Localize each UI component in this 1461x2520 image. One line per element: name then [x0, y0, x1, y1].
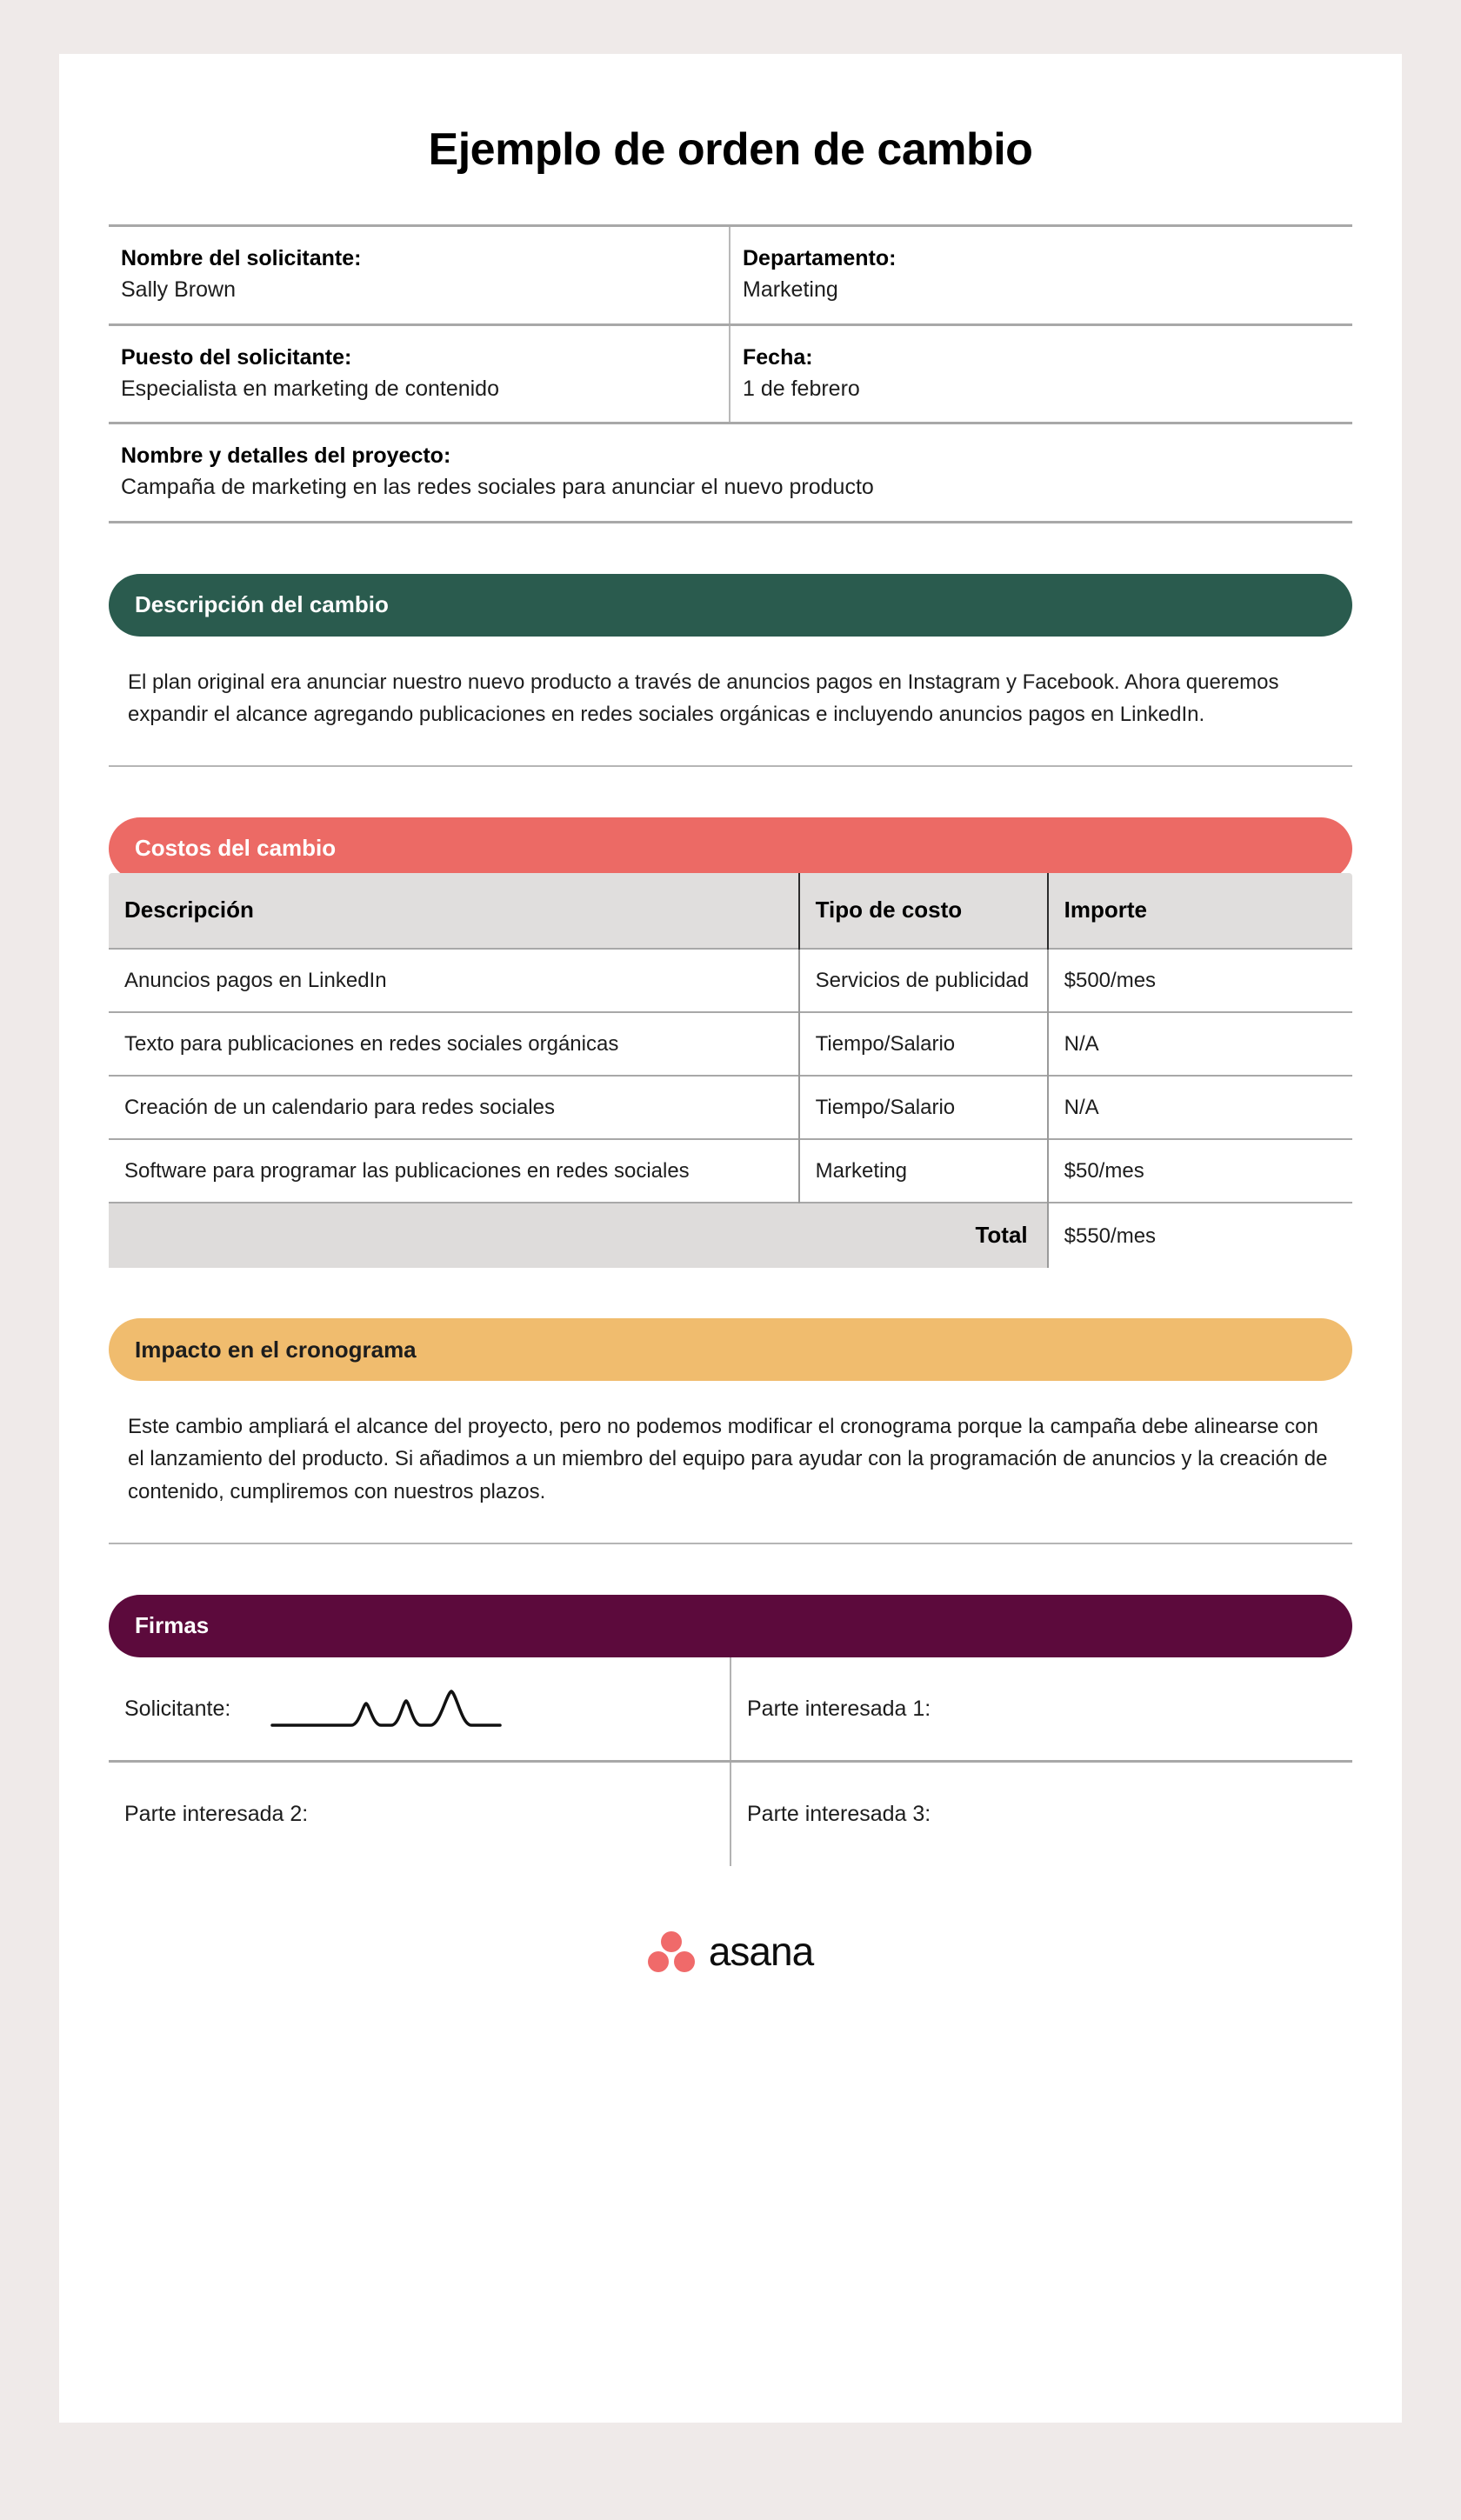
signature-row — [109, 1657, 1352, 1762]
cell-cost-type: Tiempo/Salario — [799, 1012, 1048, 1076]
schedule-impact-body: Este cambio ampliará el alcance del proyecto, pero no podemos modificar el cronograma porque la campaña debe alinearse con el lanzamiento del producto. Si añadimos a un miembro del equipo para ayudar con la programación de anuncios y la creación de contenido, cumpliremos con nuestros plazos. — [109, 1381, 1352, 1544]
schedule-impact-heading: Impacto en el cronograma — [135, 1336, 417, 1363]
cell-amount: $500/mes — [1048, 949, 1352, 1012]
total-value: $550/mes — [1048, 1203, 1352, 1268]
asana-wordmark: asana — [708, 1928, 814, 1974]
handwritten-signature-icon — [269, 1684, 504, 1733]
signatures-table — [109, 1657, 1352, 1866]
table-row — [109, 949, 1352, 1012]
requester-name-value: Sally Brown — [121, 277, 236, 302]
change-description-heading: Descripción del cambio — [135, 591, 389, 617]
signature-row — [109, 1762, 1352, 1866]
requester-info-table — [109, 224, 1352, 523]
change-description-body: El plan original era anunciar nuestro nuevo producto a través de anuncios pagos en Instagram y Facebook. Ahora queremos expandir el alcance agregando publicaciones en redes sociales orgánicas e incluyendo anuncios pagos en LinkedIn. — [109, 637, 1352, 767]
cell-description: Texto para publicaciones en redes sociales orgánicas — [109, 1012, 799, 1076]
change-costs-banner — [109, 817, 1352, 880]
signatures-section — [109, 1595, 1352, 1866]
info-cell-date — [730, 326, 1352, 423]
cell-amount: N/A — [1048, 1012, 1352, 1076]
cell-description: Creación de un calendario para redes sociales — [109, 1076, 799, 1139]
requester-role-label: Puesto del solicitante: — [121, 344, 352, 370]
change-description-section — [109, 574, 1352, 767]
asana-logo — [59, 1930, 1402, 1972]
document-card — [59, 54, 1402, 2423]
project-value: Campaña de marketing en las redes sociales para anunciar el nuevo producto — [121, 475, 874, 499]
info-cell-department — [730, 227, 1352, 323]
signatures-banner — [109, 1595, 1352, 1657]
info-row — [109, 326, 1352, 425]
stakeholder-2-label: Parte interesada 2: — [124, 1802, 309, 1827]
cell-description: Software para programar las publicaciones en redes sociales — [109, 1139, 799, 1203]
schedule-impact-banner — [109, 1318, 1352, 1381]
cell-amount: $50/mes — [1048, 1139, 1352, 1203]
date-label: Fecha: — [743, 344, 813, 370]
stakeholder-1-label: Parte interesada 1: — [747, 1696, 931, 1721]
cell-cost-type: Tiempo/Salario — [799, 1076, 1048, 1139]
column-header-cost-type: Tipo de costo — [799, 873, 1048, 949]
column-header-description: Descripción — [109, 873, 799, 949]
cost-table-head — [109, 873, 1352, 949]
department-label: Departamento: — [743, 246, 897, 270]
requester-name-label: Nombre del solicitante: — [121, 246, 362, 270]
column-header-amount: Importe — [1048, 873, 1352, 949]
table-row — [109, 1139, 1352, 1203]
cell-description: Anuncios pagos en LinkedIn — [109, 949, 799, 1012]
change-costs-section — [109, 817, 1352, 1268]
stakeholder-3-label: Parte interesada 3: — [747, 1802, 931, 1827]
table-row-total — [109, 1203, 1352, 1268]
info-cell-requester-name — [109, 227, 730, 323]
schedule-impact-section — [109, 1318, 1352, 1544]
requester-role-value: Especialista en marketing de contenido — [121, 376, 499, 401]
signature-field-requester[interactable] — [109, 1657, 730, 1762]
signatures-heading: Firmas — [135, 1612, 210, 1639]
cell-amount: N/A — [1048, 1076, 1352, 1139]
requester-signature-label: Solicitante: — [124, 1696, 231, 1721]
info-cell-project — [109, 424, 1352, 521]
department-value: Marketing — [743, 277, 838, 302]
signature-field-stakeholder-2[interactable] — [109, 1762, 730, 1866]
change-description-banner — [109, 574, 1352, 637]
signature-field-stakeholder-1[interactable] — [730, 1657, 1352, 1762]
change-costs-table — [109, 873, 1352, 1268]
project-label: Nombre y detalles del proyecto: — [121, 443, 451, 468]
table-row — [109, 1012, 1352, 1076]
asana-dots-icon — [648, 1930, 695, 1972]
total-label: Total — [109, 1203, 1048, 1268]
cost-table-body — [109, 949, 1352, 1269]
cost-table-header-row — [109, 873, 1352, 949]
info-row — [109, 227, 1352, 326]
requester-info-section — [109, 224, 1352, 523]
date-value: 1 de febrero — [743, 376, 860, 401]
info-row — [109, 424, 1352, 523]
info-cell-requester-role — [109, 326, 730, 423]
cell-cost-type: Servicios de publicidad — [799, 949, 1048, 1012]
change-costs-heading: Costos del cambio — [135, 835, 337, 862]
table-row — [109, 1076, 1352, 1139]
cell-cost-type: Marketing — [799, 1139, 1048, 1203]
page-title: Ejemplo de orden de cambio — [428, 124, 1033, 175]
signature-field-stakeholder-3[interactable] — [730, 1762, 1352, 1866]
